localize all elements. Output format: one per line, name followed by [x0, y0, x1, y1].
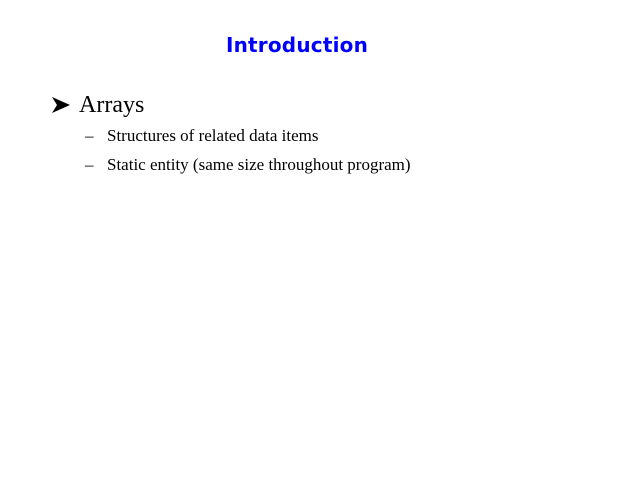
sub-bullet-2 [85, 154, 411, 176]
sub-bullet-1 [85, 125, 318, 147]
arrow-bullet-icon [50, 96, 72, 114]
sub-bullet-2-text: Static entity (same size throughout program) [107, 155, 411, 174]
sub-bullet-1-text: Structures of related data items [107, 126, 319, 145]
slide-title: Introduction [225, 33, 369, 57]
dash-marker: – [85, 155, 94, 174]
dash-marker: – [85, 126, 94, 145]
bullet-arrays: Arrays [79, 92, 145, 118]
